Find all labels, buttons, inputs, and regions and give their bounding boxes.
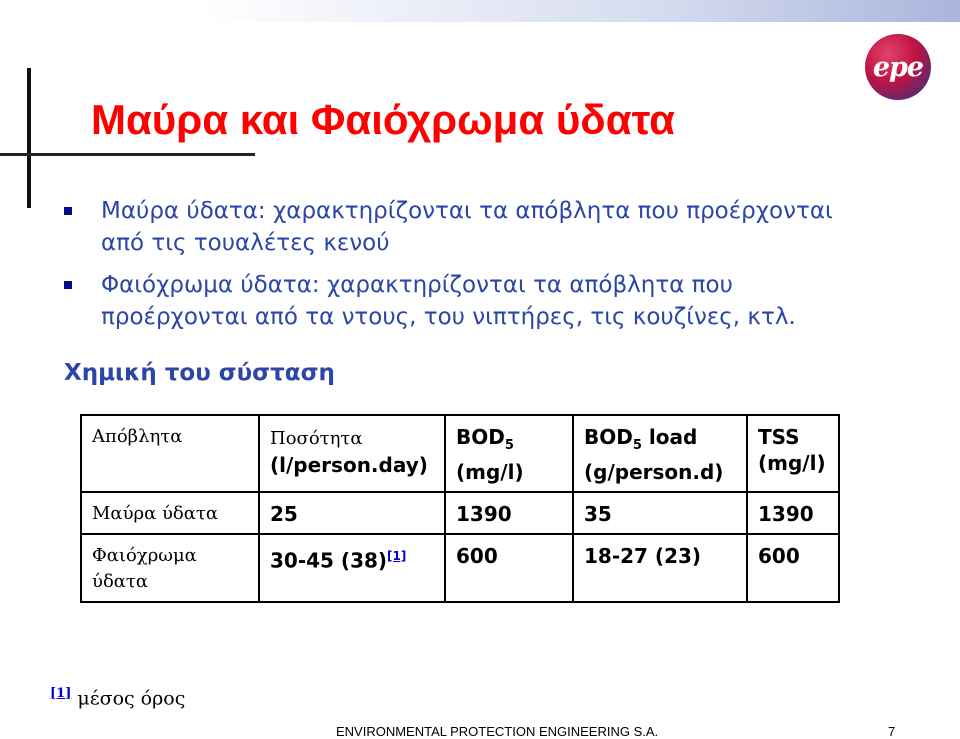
header-cell-bod-load: $BOD_5$ load (g/person.d): [573, 415, 747, 492]
bullet-text: Φαιόχρωμα ύδατα: χαρακτηρίζονται τα απόβλητα που προέρχονται από τα ντους, του νιπτήρες, τις κουζίνες, κτλ.: [101, 272, 796, 330]
footer-organization: ENVIRONMENTAL PROTECTION ENGINEERING S.A.: [336, 724, 659, 739]
row-tss-cell: 600: [747, 534, 839, 602]
epe-logo: [865, 34, 931, 100]
header-cell-wastewater: Απόβλητα: [81, 415, 259, 492]
top-gradient-bar: [200, 0, 960, 22]
bullet-item: [64, 269, 844, 333]
table-row: [81, 492, 839, 534]
footnote: [50, 686, 185, 709]
bullet-list: [64, 195, 844, 343]
table-row: [81, 534, 839, 602]
row-qty-cell: 25: [259, 492, 445, 534]
row-load-cell: 18-27 (23): [573, 534, 747, 602]
header-cell-bod: $BOD_5$ (mg/l): [445, 415, 573, 492]
decorative-horizontal-line: [0, 153, 255, 156]
table-header-row: [81, 415, 839, 492]
row-qty-cell: 30-45 (38)[1]: [259, 534, 445, 602]
row-name-cell: Μαύρα ύδατα: [81, 492, 259, 534]
row-name-cell: Φαιόχρωμα ύδατα: [81, 534, 259, 602]
slide-title: Μαύρα και Φαιόχρωμα ύδατα: [91, 96, 675, 143]
header-cell-tss: TSS (mg/l): [747, 415, 839, 492]
page-number: 7: [888, 724, 896, 739]
footnote-ref-link[interactable]: [1]: [387, 549, 407, 563]
footnote-text: μέσος όρος: [77, 687, 186, 710]
header-cell-quantity: Ποσότητα (l/person.day): [259, 415, 445, 492]
bullet-item: [64, 195, 844, 259]
square-bullet-icon: [64, 207, 72, 215]
footnote-marker[interactable]: [1]: [50, 686, 72, 701]
row-bod-cell: 600: [445, 534, 573, 602]
section-subheading: Χημική του σύσταση: [64, 360, 335, 386]
logo-text: epe: [872, 51, 924, 83]
composition-table: [80, 414, 840, 603]
row-bod-cell: 1390: [445, 492, 573, 534]
decorative-vertical-line: [27, 68, 31, 208]
row-load-cell: 35: [573, 492, 747, 534]
square-bullet-icon: [64, 281, 72, 289]
row-tss-cell: 1390: [747, 492, 839, 534]
bullet-text: Μαύρα ύδατα: χαρακτηρίζονται τα απόβλητα που προέρχονται από τις τουαλέτες κενού: [101, 198, 833, 256]
